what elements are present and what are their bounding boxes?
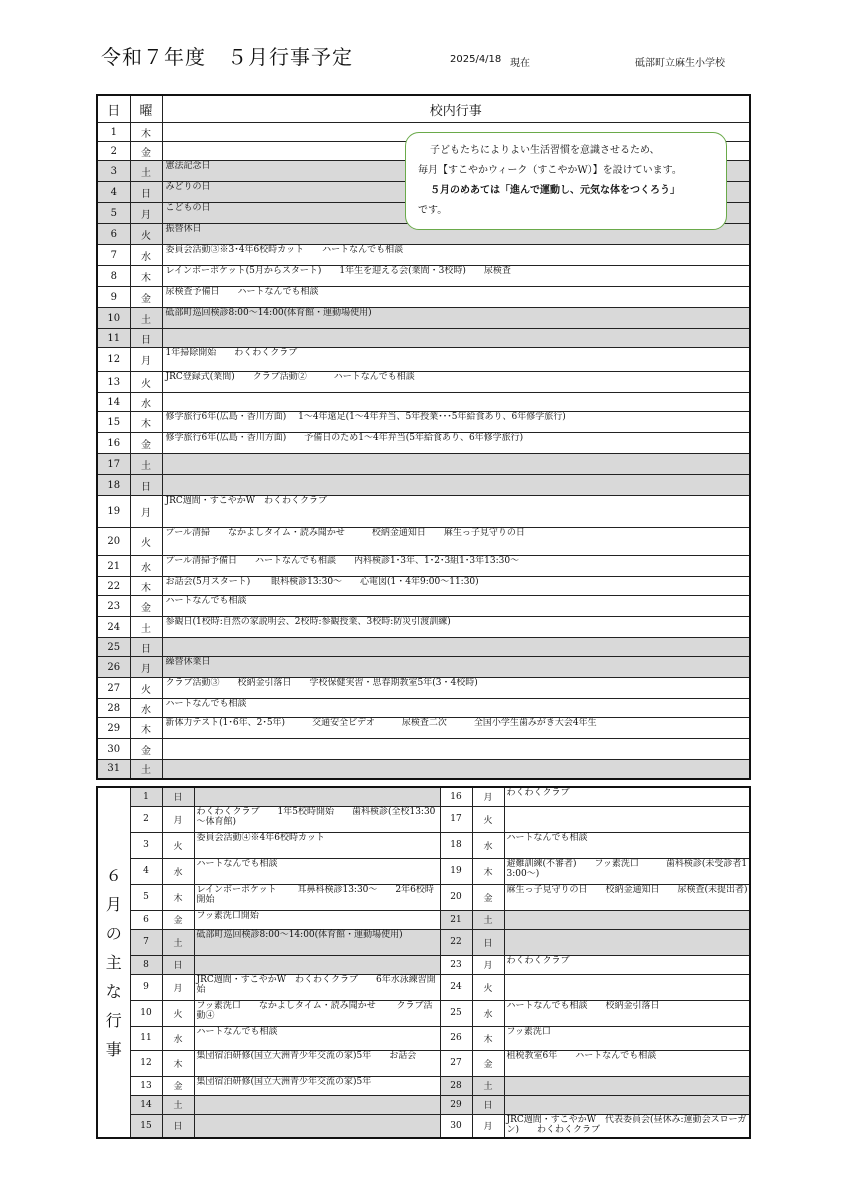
may-row [97,657,750,678]
may-event-cell [162,739,750,760]
as-of-date: 2025/4/18 [450,54,502,65]
page-title: 令和７年度 ５月行事予定 [101,45,353,69]
may-row [97,678,750,699]
may-day-cell: 21 [97,556,130,577]
june-left-weekday-cell: 木 [162,884,194,910]
june-row [97,1095,750,1114]
june-left-weekday-cell: 水 [162,1026,194,1050]
may-day-cell: 28 [97,699,130,718]
may-day-cell: 9 [97,287,130,308]
notice-line-4: です。 [418,205,448,216]
june-left-weekday-cell: 木 [162,1050,194,1076]
may-row [97,699,750,718]
may-event-cell: クラブ活動③ 校納金引落日 学校保健実習・思春期教室5年(3・4校時) [162,678,750,699]
may-row [97,760,750,779]
may-event-cell: こどもの日 [162,203,750,224]
may-day-cell: 14 [97,393,130,412]
june-left-day-cell: 6 [130,910,162,929]
june-right-day-cell: 29 [440,1095,472,1114]
may-weekday-cell: 日 [130,329,162,348]
june-row [97,910,750,929]
june-row [97,1050,750,1076]
june-right-day-cell: 21 [440,910,472,929]
june-left-event-cell [194,787,440,806]
june-right-event-cell [504,806,750,832]
june-right-day-cell: 30 [440,1114,472,1138]
june-right-event-cell [504,910,750,929]
notice-line-3: ５月のめあては「進んで運動し、元気な体をつくろう」 [430,185,680,196]
may-weekday-cell: 木 [130,577,162,596]
june-row [97,1000,750,1026]
may-row [97,739,750,760]
june-right-weekday-cell: 金 [472,884,504,910]
may-day-cell: 1 [97,123,130,142]
june-right-event-cell [504,1076,750,1095]
may-day-cell: 24 [97,617,130,638]
june-left-day-cell: 13 [130,1076,162,1095]
may-day-cell: 22 [97,577,130,596]
june-right-weekday-cell: 月 [472,955,504,974]
june-right-event-cell [504,974,750,1000]
june-right-event-cell [504,1095,750,1114]
june-left-event-cell [194,955,440,974]
may-weekday-cell: 月 [130,496,162,528]
june-right-weekday-cell: 土 [472,1076,504,1095]
may-day-cell: 15 [97,412,130,433]
may-weekday-cell: 土 [130,454,162,475]
may-weekday-cell: 火 [130,224,162,245]
june-right-day-cell: 25 [440,1000,472,1026]
june-left-event-cell: わくわくクラブ 1年5校時開始 歯科検診(全校13:30～体育館) [194,806,440,832]
may-row [97,393,750,412]
june-label-char: 月 [105,895,122,914]
may-weekday-cell: 火 [130,528,162,556]
june-row [97,858,750,884]
may-weekday-cell: 水 [130,245,162,266]
may-day-cell: 8 [97,266,130,287]
june-right-weekday-cell: 日 [472,929,504,955]
may-row [97,528,750,556]
may-day-cell: 18 [97,475,130,496]
june-right-weekday-cell: 金 [472,1050,504,1076]
june-left-day-cell: 8 [130,955,162,974]
may-row [97,412,750,433]
may-event-cell: みどりの日 [162,182,750,203]
may-row [97,556,750,577]
june-left-day-cell: 15 [130,1114,162,1138]
may-day-cell: 20 [97,528,130,556]
may-event-cell [162,475,750,496]
may-day-cell: 29 [97,718,130,739]
june-left-day-cell: 4 [130,858,162,884]
june-right-day-cell: 26 [440,1026,472,1050]
june-right-day-cell: 17 [440,806,472,832]
june-right-weekday-cell: 月 [472,787,504,806]
monthly-goal-notice [405,132,727,230]
may-row [97,638,750,657]
june-left-weekday-cell: 金 [162,910,194,929]
june-left-day-cell: 11 [130,1026,162,1050]
june-label-char: 主 [105,953,122,972]
may-day-cell: 19 [97,496,130,528]
may-event-cell: お話会(5月スタート) 眼科検診13:30～ 心電図(1・4年9:00～11:30) [162,577,750,596]
june-right-event-cell: ハートなんでも相談 [504,832,750,858]
june-left-event-cell: フッ素洗口 なかよしタイム・読み聞かせ クラブ活動④ [194,1000,440,1026]
june-row [97,806,750,832]
may-day-cell: 25 [97,638,130,657]
may-row [97,372,750,393]
may-weekday-cell: 金 [130,739,162,760]
may-row [97,245,750,266]
may-row [97,496,750,528]
june-left-event-cell: 砥部町巡回検診8:00～14:00(体育館・運動場使用) [194,929,440,955]
may-weekday-cell: 木 [130,266,162,287]
may-row [97,308,750,329]
as-of-label: 現在 [510,58,530,69]
june-right-event-cell: フッ素洗口 [504,1026,750,1050]
june-section-label [97,787,130,1138]
may-day-cell: 27 [97,678,130,699]
notice-line-2: 毎月【すこやかウィーク（すこやかW）】を設けています。 [418,165,682,176]
june-left-event-cell: 委員会活動④※4年6校時カット [194,832,440,858]
may-event-cell: 繰替休業日 [162,657,750,678]
may-row [97,433,750,454]
june-right-weekday-cell: 水 [472,1000,504,1026]
may-row [97,718,750,739]
june-row [97,955,750,974]
june-left-day-cell: 12 [130,1050,162,1076]
june-right-day-cell: 22 [440,929,472,955]
may-weekday-cell: 木 [130,412,162,433]
may-event-cell [162,454,750,475]
col-events-header: 校内行事 [162,95,750,123]
may-event-cell: 1年掃除開始 わくわくクラブ [162,348,750,372]
june-right-day-cell: 24 [440,974,472,1000]
may-weekday-cell: 日 [130,638,162,657]
may-event-cell: JRC週間・すこやかW わくわくクラブ [162,496,750,528]
may-weekday-cell: 金 [130,433,162,454]
june-right-weekday-cell: 木 [472,858,504,884]
may-day-cell: 31 [97,760,130,779]
june-left-event-cell [194,1114,440,1138]
june-left-day-cell: 10 [130,1000,162,1026]
june-right-event-cell: 避難訓練(不審者) フッ素洗口 歯科検診(未受診者13:00～) [504,858,750,884]
may-event-cell: ハートなんでも相談 [162,699,750,718]
notice-line-1: 子どもたちによりよい生活習慣を意識させるため、 [430,145,660,156]
june-left-event-cell: フッ素洗口開始 [194,910,440,929]
may-event-cell: 尿検査予備日 ハートなんでも相談 [162,287,750,308]
june-right-weekday-cell: 木 [472,1026,504,1050]
june-left-day-cell: 5 [130,884,162,910]
june-label-char: 事 [105,1040,122,1059]
june-row [97,832,750,858]
col-day-header: 日 [97,95,130,123]
june-right-weekday-cell: 土 [472,910,504,929]
june-left-day-cell: 14 [130,1095,162,1114]
may-weekday-cell: 金 [130,596,162,617]
june-row [97,884,750,910]
june-right-day-cell: 20 [440,884,472,910]
may-row [97,287,750,308]
may-weekday-cell: 日 [130,475,162,496]
june-left-weekday-cell: 日 [162,787,194,806]
may-day-cell: 13 [97,372,130,393]
june-left-day-cell: 3 [130,832,162,858]
june-label-char: ６ [105,866,122,885]
june-label-char: な [105,982,122,1001]
may-row [97,454,750,475]
june-row [97,1114,750,1138]
may-day-cell: 30 [97,739,130,760]
june-right-event-cell: 租税教室6年 ハートなんでも相談 [504,1050,750,1076]
june-left-weekday-cell: 月 [162,974,194,1000]
may-weekday-cell: 金 [130,287,162,308]
may-day-cell: 7 [97,245,130,266]
may-day-cell: 2 [97,142,130,161]
may-event-cell: 修学旅行6年(広島・香川方面) 予備日のため1～4年弁当(5年給食あり、6年修学旅行) [162,433,750,454]
may-day-cell: 17 [97,454,130,475]
col-weekday-header: 曜 [130,95,162,123]
june-left-weekday-cell: 日 [162,1114,194,1138]
june-right-weekday-cell: 火 [472,806,504,832]
june-left-event-cell: ハートなんでも相談 [194,858,440,884]
may-day-cell: 26 [97,657,130,678]
may-weekday-cell: 月 [130,348,162,372]
june-right-event-cell: わくわくクラブ [504,787,750,806]
may-weekday-cell: 水 [130,699,162,718]
june-row [97,929,750,955]
may-day-cell: 16 [97,433,130,454]
june-left-weekday-cell: 日 [162,955,194,974]
june-schedule-table [96,786,751,1139]
may-weekday-cell: 月 [130,203,162,224]
may-event-cell: レインボーポケット(5月からスタート) 1年生を迎える会(業間・3校時) 尿検査 [162,266,750,287]
may-weekday-cell: 火 [130,372,162,393]
june-left-weekday-cell: 金 [162,1076,194,1095]
may-event-cell: 振替休日 [162,224,750,245]
may-event-cell: プール清掃予備日 ハートなんでも相談 内科検診1･3年、1･2･3組1･3年13:30～ [162,556,750,577]
may-event-cell: 委員会活動③※3･4年6校時カット ハートなんでも相談 [162,245,750,266]
may-weekday-cell: 金 [130,142,162,161]
june-left-event-cell: 集団宿泊研修(国立大洲青少年交流の家)5年 お話会 [194,1050,440,1076]
may-event-cell: JRC登録式(業間) クラブ活動② ハートなんでも相談 [162,372,750,393]
june-left-weekday-cell: 火 [162,832,194,858]
june-left-day-cell: 2 [130,806,162,832]
june-right-weekday-cell: 火 [472,974,504,1000]
may-row [97,617,750,638]
may-event-cell [162,329,750,348]
june-left-event-cell [194,1095,440,1114]
may-event-cell: 修学旅行6年(広島・香川方面) 1～4年遠足(1～4年弁当、5年授業･･･5年給食あり、6年修学旅行) [162,412,750,433]
june-row [97,974,750,1000]
june-label-char: 行 [105,1011,122,1030]
may-weekday-cell: 水 [130,393,162,412]
may-day-cell: 23 [97,596,130,617]
may-event-cell [162,760,750,779]
may-day-cell: 3 [97,161,130,182]
june-right-event-cell [504,929,750,955]
may-weekday-cell: 土 [130,308,162,329]
june-right-event-cell: ハートなんでも相談 校納金引落日 [504,1000,750,1026]
may-day-cell: 11 [97,329,130,348]
may-row [97,475,750,496]
may-row [97,329,750,348]
june-row [97,1076,750,1095]
june-right-day-cell: 16 [440,787,472,806]
june-left-event-cell: ハートなんでも相談 [194,1026,440,1050]
june-left-weekday-cell: 土 [162,1095,194,1114]
june-right-event-cell: わくわくクラブ [504,955,750,974]
may-day-cell: 6 [97,224,130,245]
june-left-day-cell: 9 [130,974,162,1000]
june-left-weekday-cell: 月 [162,806,194,832]
june-right-weekday-cell: 水 [472,832,504,858]
june-right-event-cell: 麻生っ子見守りの日 校納金通知日 尿検査(未提出者) [504,884,750,910]
school-name: 砥部町立麻生小学校 [635,58,725,69]
june-label-char: の [105,924,122,943]
june-right-day-cell: 23 [440,955,472,974]
june-left-event-cell: レインボーポケット 耳鼻科検診13:30～ 2年6校時開始 [194,884,440,910]
may-day-cell: 4 [97,182,130,203]
may-row [97,348,750,372]
june-right-weekday-cell: 日 [472,1095,504,1114]
may-weekday-cell: 火 [130,678,162,699]
may-day-cell: 10 [97,308,130,329]
june-right-day-cell: 19 [440,858,472,884]
june-right-event-cell: JRC週間・すこやかW 代表委員会(昼休み:運動会スローガン) わくわくクラブ [504,1114,750,1138]
june-right-weekday-cell: 月 [472,1114,504,1138]
may-weekday-cell: 土 [130,161,162,182]
june-left-weekday-cell: 水 [162,858,194,884]
may-event-cell: 砥部町巡回検診8:00～14:00(体育館・運動場使用) [162,308,750,329]
june-left-weekday-cell: 土 [162,929,194,955]
may-weekday-cell: 月 [130,657,162,678]
june-right-day-cell: 27 [440,1050,472,1076]
may-weekday-cell: 土 [130,617,162,638]
may-event-cell [162,638,750,657]
june-left-day-cell: 7 [130,929,162,955]
june-row [97,787,750,806]
june-left-day-cell: 1 [130,787,162,806]
june-left-event-cell: JRC週間・すこやかW わくわくクラブ 6年水泳練習開始 [194,974,440,1000]
june-row [97,1026,750,1050]
may-weekday-cell: 木 [130,718,162,739]
may-day-cell: 12 [97,348,130,372]
may-row [97,266,750,287]
may-day-cell: 5 [97,203,130,224]
may-weekday-cell: 水 [130,556,162,577]
may-event-cell [162,393,750,412]
may-weekday-cell: 日 [130,182,162,203]
june-right-day-cell: 18 [440,832,472,858]
june-right-day-cell: 28 [440,1076,472,1095]
may-event-cell: 参観日(1校時:自然の家説明会、2校時:参観授業、3校時:防災引渡訓練) [162,617,750,638]
may-event-cell: プール清掃 なかよしタイム・読み聞かせ 校納金通知日 麻生っ子見守りの日 [162,528,750,556]
may-weekday-cell: 木 [130,123,162,142]
may-event-cell: 新体力テスト(1･6年、2･5年) 交通安全ビデオ 尿検査二次 全国小学生歯みがき大会4年生 [162,718,750,739]
may-row [97,596,750,617]
june-left-event-cell: 集団宿泊研修(国立大洲青少年交流の家)5年 [194,1076,440,1095]
may-event-cell: ハートなんでも相談 [162,596,750,617]
may-weekday-cell: 土 [130,760,162,779]
june-left-weekday-cell: 火 [162,1000,194,1026]
may-row [97,577,750,596]
may-event-cell: 憲法記念日 [162,161,750,182]
